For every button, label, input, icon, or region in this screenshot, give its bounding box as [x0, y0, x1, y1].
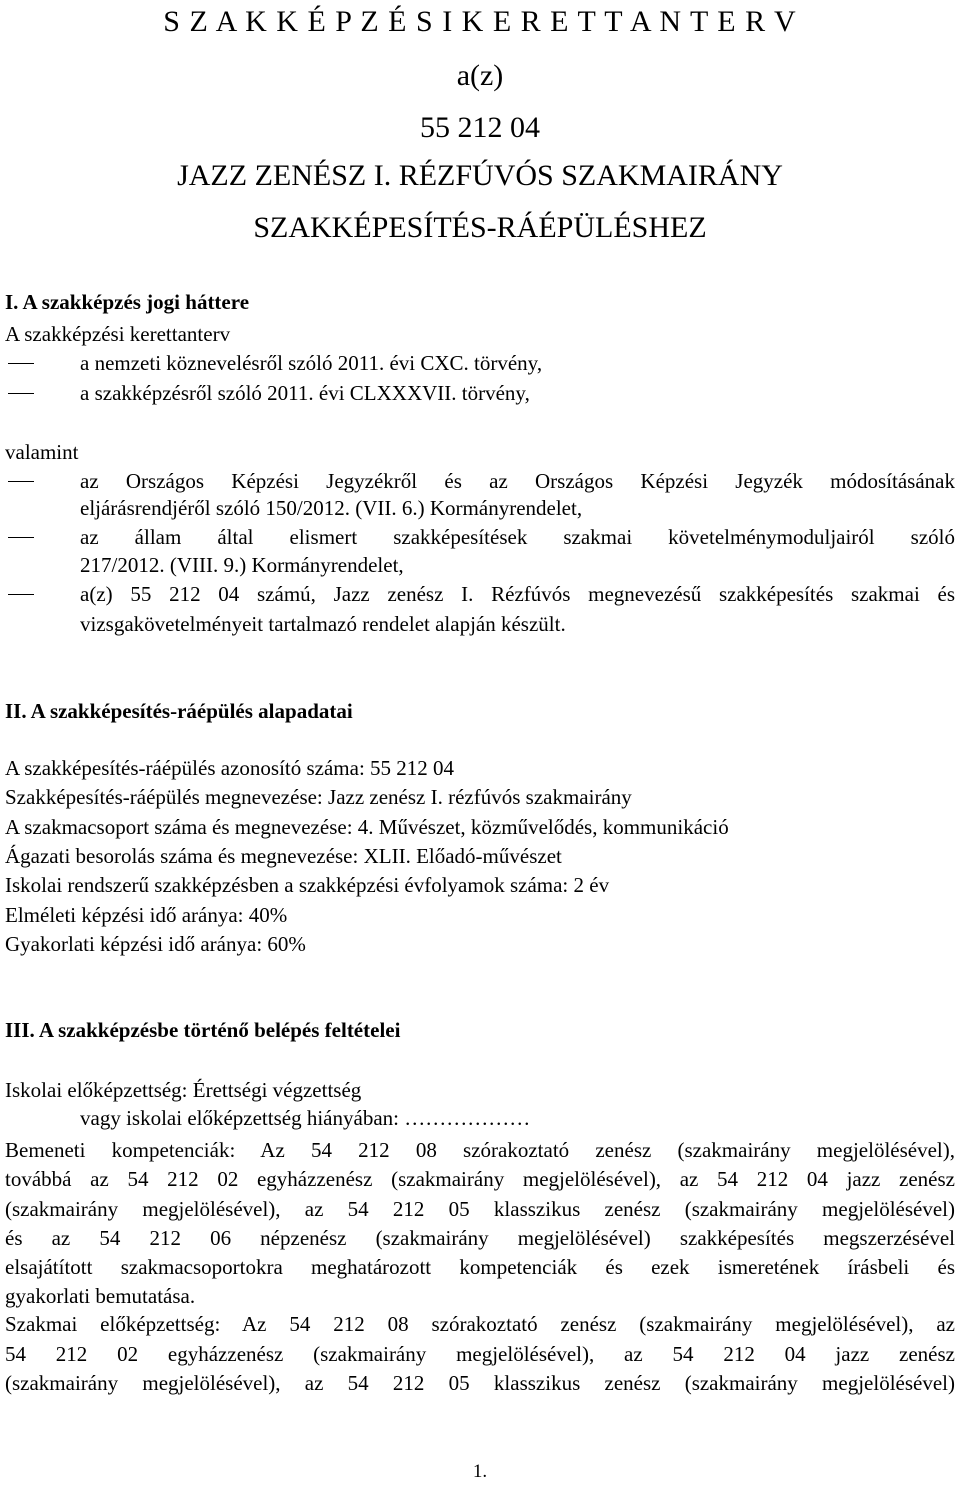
- list-bullet-dash: [8, 537, 34, 538]
- paragraph-line: Bemeneti kompetenciák: Az 54 212 08 szórakoztató zenész (szakmairány megjelölésével),: [5, 1138, 955, 1162]
- list-item: a(z) 55 212 04 számú, Jazz zenész I. Rézfúvós megnevezésű szakképesítés szakmai és: [80, 582, 955, 606]
- list-item: a szakképzésről szóló 2011. évi CLXXXVII. törvény,: [80, 381, 530, 405]
- data-line: Elméleti képzési idő aránya: 40%: [5, 903, 288, 927]
- list-bullet-dash: [8, 594, 34, 595]
- list-item-continuation: 217/2012. (VIII. 9.) Kormányrendelet,: [80, 553, 404, 577]
- list-bullet-dash: [8, 481, 34, 482]
- list-item-continuation: vizsgakövetelményeit tartalmazó rendelet alapján készült.: [80, 612, 566, 636]
- section-3-heading: III. A szakképzésbe történő belépés feltételei: [5, 1018, 401, 1042]
- valamint-text: valamint: [5, 440, 79, 464]
- data-line: Iskolai rendszerű szakképzésben a szakképzési évfolyamok száma: 2 év: [5, 873, 610, 897]
- list-item: az állam által elismert szakképesítések szakmai követelménymoduljairól szóló: [80, 525, 955, 549]
- data-line: A szakképesítés-ráépülés azonosító száma: 55 212 04: [5, 756, 455, 780]
- prerequisite-line: Iskolai előképzettség: Érettségi végzettség: [5, 1078, 362, 1102]
- list-bullet-dash: [8, 393, 34, 394]
- qualification-type: SZAKKÉPESÍTÉS-RÁÉPÜLÉSHEZ: [253, 211, 707, 244]
- paragraph-line: Szakmai előképzettség: Az 54 212 08 szórakoztató zenész (szakmairány megjelölésével), az: [5, 1312, 955, 1336]
- data-line: Szakképesítés-ráépülés megnevezése: Jazz zenész I. rézfúvós szakmairány: [5, 785, 632, 809]
- list-item: a nemzeti köznevelésről szóló 2011. évi CXC. törvény,: [80, 351, 543, 375]
- list-bullet-dash: [8, 363, 34, 364]
- data-line: A szakmacsoport száma és megnevezése: 4. Művészet, közművelődés, kommunikáció: [5, 815, 729, 839]
- paragraph-line: (szakmairány megjelölésével), az 54 212 05 klasszikus zenész (szakmairány megjelölésével): [5, 1197, 955, 1221]
- paragraph-line: és az 54 212 06 népzenész (szakmairány megjelölésével) szakképesítés megszerzésével: [5, 1226, 955, 1250]
- paragraph-line: gyakorlati bemutatása.: [5, 1284, 196, 1308]
- paragraph-line: 54 212 02 egyházzenész (szakmairány megjelölésével), az 54 212 04 jazz zenész: [5, 1342, 955, 1366]
- section-1-intro: A szakképzési kerettanterv: [5, 322, 231, 346]
- paragraph-line: (szakmairány megjelölésével), az 54 212 05 klasszikus zenész (szakmairány megjelölésével): [5, 1371, 955, 1395]
- paragraph-line: elsajátított szakmacsoportokra meghatározott kompetenciák és ezek ismeretének írásbeli és: [5, 1255, 955, 1279]
- qualification-code: 55 212 04: [420, 111, 540, 144]
- section-2-heading: II. A szakképesítés-ráépülés alapadatai: [5, 699, 353, 723]
- list-item-continuation: eljárásrendjéről szóló 150/2012. (VII. 6.) Kormányrendelet,: [80, 496, 583, 520]
- prerequisite-line: vagy iskolai előképzettség hiányában: ………………: [80, 1106, 531, 1130]
- list-item: az Országos Képzési Jegyzékről és az Országos Képzési Jegyzék módosításának: [80, 469, 955, 493]
- document-title: S Z A K K É P Z É S I K E R E T T A N T E R V: [163, 5, 797, 38]
- title-prefix: a(z): [456, 59, 504, 92]
- qualification-name: JAZZ ZENÉSZ I. RÉZFÚVÓS SZAKMAIRÁNY: [177, 159, 783, 192]
- data-line: Gyakorlati képzési idő aránya: 60%: [5, 932, 306, 956]
- paragraph-line: továbbá az 54 212 02 egyházzenész (szakmairány megjelölésével), az 54 212 04 jazz zenész: [5, 1167, 955, 1191]
- page-number: 1.: [472, 1461, 488, 1482]
- section-1-heading: I. A szakképzés jogi háttere: [5, 290, 250, 314]
- data-line: Ágazati besorolás száma és megnevezése: XLII. Előadó-művészet: [5, 844, 562, 868]
